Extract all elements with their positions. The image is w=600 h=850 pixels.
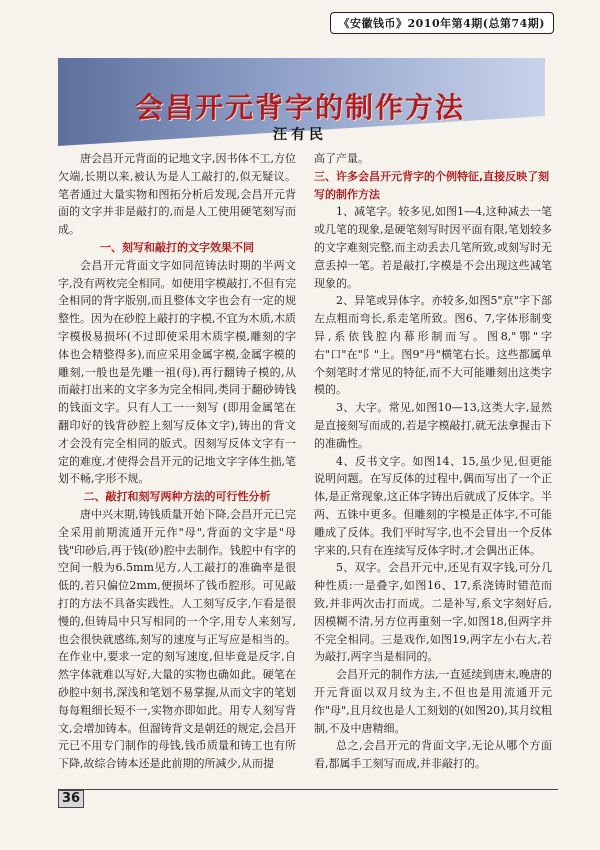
section-heading-2: 二、敲打和刻写两种方法的可行性分析 [83,490,271,504]
article-author: 汪有民 [273,127,327,143]
section-2-body: 唐中兴末期,铸钱质量开始下降,会昌开元已完全采用前期流通开元作"母",背面的文字是"母钱"印砂后,再于钱(砂)腔中去制作。钱腔中有字的空间一般为6.5mm见方,人工敲打的准确率是很低的,若只偏位2mm,便损坏了钱币腔形。可见敲打的方法不具备实践性。人工刻写反字,乍看是很慢的,但铸局中只写相同的一个字,用专人来刻写,也会很快就感练,刻写的速度与正写应是相当的。在作业中,要求一定的刻写速度,但毕竟是反字,自然字体就难以写好,大量的实物也确如此。硬笔在砂腔中刻书,深浅和笔划不易掌握,从而文字的笔划每每粗细长短不一,实物亦即如此。用专人刻写背文,会增加铸本。但溜铸背文是朝廷的规定,会昌开元已不用专门制作的母钱,钱币质量和铸工也有所下降,故综合铸本还是此前期的所减少,从而提 [58,507,296,771]
item-1-paragraph: 1、减笔字。较多见,如图1—4,这种减去一笔或几笔的现象,是硬笔刻写时因平面有限,笔划较多的文字难刻完整,而主动丢去几笔所致,或刻写时无意丢掉一笔。若是敲打,字模是不会出现这些减笔现象的。 [314,205,552,290]
conclusion-paragraph: 总之,会昌开元的背面文字,无论从哪个方面看,都属手工刻写而成,并非敲打的。 [314,739,552,771]
paragraph-6: 会昌开元的制作方法,一直延续到唐末,晚唐的开元背面以双月纹为主,不但也是用流通开元作"母",且月纹也是人工刻划的(如图20),其月纹粗制,不及中唐精细。 [314,668,552,735]
section-heading-3: 三、许多会昌开元背字的个例特征,直接反映了刻写的制作方法 [314,169,550,201]
item-4-paragraph: 4、反书文字。如图14、15,虽少见,但更能说明问题。在写反体的过程中,偶而写出了一个正体,是正常现象,这正体字铸出后就成了反体字。半两、五铢中更多。但雕刻的字模是正体字,不可能雕成了反体。我们平时写字,也不会冒出一个反体字来的,只有在连续写反体字时,才会偶出正体。 [314,454,552,557]
continued-text: 高了产量。 [314,152,369,165]
section-1-body: 会昌开元背面文字如同范铸法时期的半两文字,没有两枚完全相同。如使用字模敲打,不但有完全相同的背字版别,而且整体文字也会有一定的规整性。因为在砂腔上敲打的字模,不宜为木质,木质字模极易损坏(不过即使采用木质字模,雕刻的字体也会精整得多),而应采用金属字模,金属字模的雕刻,一般也是先雕一祖(母),再行翻铸子模的,从而敲打出来的文字多为完全相同,类同于翻砂铸钱的钱面文字。只有人工一一刻写 (即用金属笔在翻印好的钱背砂腔上刻写反体文字),铸出的背文才会没有完全相同的版式。因刻写反体文字有一定的难度,才使得会昌开元的记地文字字体生拙,笔划不畅,字形不规。 [58,258,296,486]
section-heading-1: 一、刻写和敲打的文字效果不同 [100,240,254,254]
item-3-paragraph: 3、大字。常见,如图10—13,这类大字,显然是直接刻写而成的,若是字模敲打,就无法拿握击下的准确性。 [314,401,552,450]
left-column [58,150,296,773]
journal-header: 《安徽钱币》2010年第4期(总第74期) [330,12,555,34]
item-5-paragraph: 5、双字。会昌开元中,还见有双字钱,可分几种性质:一是叠字,如图16、17,系浇铸时错范而致,并非两次击打而成。二是补写,系文字刻好后,因模糊不清,另方位再重刻一字,如图18,但两字并不完全相同。三是戏作,如图19,两字左小右大,若为敲打,两字当是相同的。 [314,561,552,664]
footer-rule [58,789,558,790]
page-number: 36 [58,790,84,808]
item-2-paragraph: 2、异笔或异体字。亦较多,如图5"京"字下部左点粗而弯长,系走笔所致。图6、7,字体形制变异,系依钱腔内幕形制而写。图8,"鄂"字右"口"在"阝"上。图9"丹"横笔右长。这些都属单个刻笔时才常见的特征,而不大可能雕刻出这类字模的。 [314,294,552,397]
right-column [314,150,552,773]
intro-paragraph: 唐会昌开元背面的记地文字,因书体不工,方位欠端,长期以来,被认为是人工敲打的,似无疑议。笔者通过大量实物和图拓分析后发现,会昌开元背面的文字并非是敲打的,而是人工使用硬笔刻写而成。 [58,152,296,237]
article-title: 会昌开元背字的制作方法 [134,91,465,124]
